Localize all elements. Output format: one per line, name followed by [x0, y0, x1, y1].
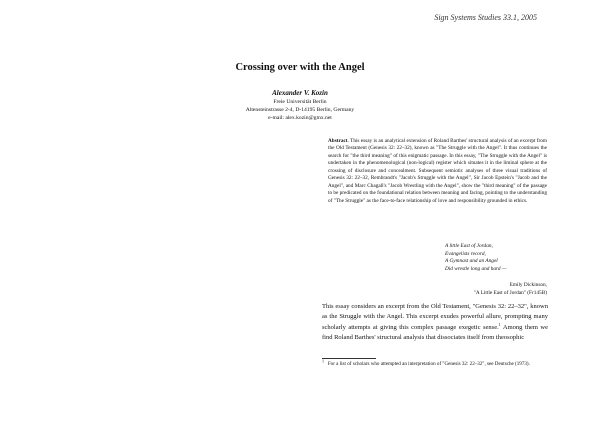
body-paragraph — [322, 302, 548, 343]
body-text-continued: Among them we find Roland Barthes' structural analysis that dissociates itself from theosophic — [322, 323, 548, 341]
footnote-reference[interactable]: 1 — [498, 321, 501, 327]
epigraph-poem — [445, 243, 585, 273]
body-text: This essay considers an excerpt from the Old Testament, "Genesis 32: 22–32", known as the Struggle with the Angel. This excerpt exudes powerful allure, prompting many scholarly attempts at giving this complex passage exegetic sense. — [322, 303, 548, 331]
abstract-text: . This essay is an analytical extension of Roland Barthes' structural analysis of an excerpt from the Old Testament (Genesis 32: 22–32), known as "The Struggle with the Angel". It thus continues the search for "the third meaning" of this enigmatic passage. In this essay, "The Struggle with the Angel" is undertaken in the phenomenological (non-logical) register which situates it in the liminal sphere at the crossing of disclosure and concealment. Subsequent semiotic analyses of three visual traditions of Genesis 32: 22–32, Rembrandt's "Jacob's Struggle with the Angel", Sir Jacob Epstein's "Jacob and the Angel", and Marc Chagall's "Jacob Wrestling with the Angel", show the "third meaning" of the passage to be predicated on the foundational relation between meaning and facing, pointing to the understanding of "The Struggle" as the face-to-face relationship of love and responsibility grounded in ethics. — [328, 138, 547, 204]
author-name: Alexander V. Kozin — [272, 89, 328, 97]
footnote-number: 1 — [322, 358, 324, 364]
epigraph-line: Did wrestle long and hard — — [445, 265, 507, 272]
footnote-divider — [322, 358, 376, 359]
attribution-author: Emily Dickinson, — [509, 282, 547, 288]
epigraph-line: A little East of Jordan, — [445, 243, 493, 249]
paper-title: Crossing over with the Angel — [235, 62, 365, 73]
attribution-source: "A Little East of Jordan" (Fr145B) — [473, 289, 547, 296]
epigraph-line: A Gymnast and an Angel — [445, 258, 498, 265]
affiliation-university: Freie Universität Berlin — [273, 99, 327, 105]
affiliation-block — [0, 99, 600, 122]
journal-header: Sign Systems Studies 33.1, 2005 — [434, 13, 537, 22]
affiliation-address: Altensteinstrasse 2-4, D-14195 Berlin, Germany — [245, 106, 355, 113]
epigraph-attribution — [474, 282, 547, 297]
footnote — [322, 358, 548, 368]
abstract — [328, 138, 547, 205]
abstract-label: Abstract — [328, 138, 348, 144]
epigraph-line: Evangelists record, — [445, 250, 486, 257]
footnote-text: For a list of scholars who attempted an interpretation of "Genesis 32: 22–32", see Deutsche (1973). — [327, 361, 530, 367]
affiliation-email: e-mail: alex.kozin@gmx.net — [268, 114, 332, 121]
